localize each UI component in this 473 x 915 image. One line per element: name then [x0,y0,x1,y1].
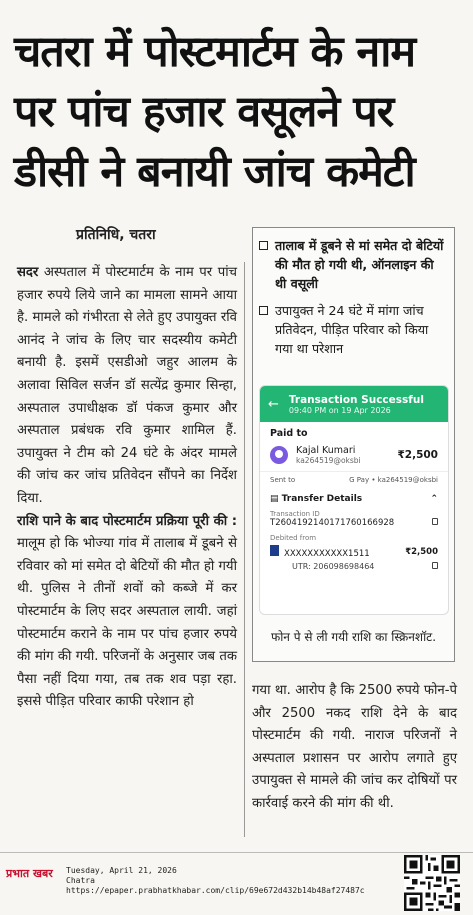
article-right-column [252,680,457,816]
transfer-details-label: Transfer Details [281,494,363,504]
square-bullet-icon [259,241,268,250]
paragraph-3-text: गया था. आरोप है कि 2500 रुपये फोन-पे और 2500 नकद राशि देने के बाद पोस्टमार्टम की गयी. नाराज परिजनों ने अस्पताल प्रशासन पर आरोप लगाते हुए उपायुक्त से मामले की जांच कर दोषियों पर कार्रवाई करने की मांग की थी. [252,683,457,811]
sent-to-row [260,471,448,488]
paid-to-label: Paid to [270,428,308,439]
transfer-details-header [270,494,438,504]
paragraph-2-text: मालूम हो कि भोज्या गांव में तालाब में डूबने से रविवार को मां समेत दो बेटियों की मौत हो गयी थी. पुलिस ने तीनों शवों को कब्जे में कर पोस्टमार्टम के लिए सदर अस्पताल लायी. जहां पोस्टमार्टम कराने के नाम पर पांच हजार रुपये की मांग की गयी. परिजनों के अनुसार जब तक पैसा नहीं दिया गया, तब तक शव पड़ा रहा. इससे पीड़ित परिवार काफी परेशान हो [17,536,237,710]
debited-amount: ₹2,500 [405,547,438,557]
footer-edition: Chatra [66,876,95,885]
footer-date: Tuesday, April 21, 2026 [66,866,177,875]
debited-from-label: Debited from [270,534,317,542]
payment-screenshot [259,385,449,615]
column-divider [244,262,245,837]
transaction-id: T2604192140171760166928 [270,518,395,528]
transaction-id-row [270,518,438,528]
back-arrow-icon: ← [268,396,279,412]
article-subhead: राशि पाने के बाद पोस्टमार्टम प्रक्रिया पूरी की : [17,513,237,529]
bank-icon [270,545,279,556]
transaction-status: Transaction Successful [288,393,424,406]
transaction-time: 09:40 PM on 19 Apr 2026 [288,405,391,415]
headline [14,22,464,202]
chevron-up-icon: ⌃ [430,494,438,504]
transfer-details [260,488,448,571]
bullet-2-text: उपायुक्त ने 24 घंटे में मांगा जांच प्रतिवेदन, पीड़ित परिवार को किया गया था परेशान [275,303,429,356]
sent-to-label: Sent to [270,476,296,484]
dateline: सदर [17,265,39,280]
transaction-header [260,386,448,422]
footer-meta [66,866,365,896]
newspaper-logo: प्रभात खबर [6,867,53,880]
highlight-bullet-2 [259,301,448,358]
article-paragraph-1 [17,262,237,511]
byline: प्रतिनिधि, चतरा [76,227,156,243]
copy-icon [432,518,438,525]
user-avatar-icon [270,446,288,464]
utr-number: UTR: 206098698464 [292,562,375,571]
transaction-id-label: Transaction ID [270,510,320,518]
square-bullet-icon [259,306,268,315]
copy-icon [432,562,438,569]
payee-upi: ka264519@oksbi [296,456,361,465]
headline-line-2: पर पांच हजार वसूलने पर [14,87,394,137]
qr-code-icon [404,855,460,911]
payee-row [260,439,448,471]
article-paragraph-2 [17,511,237,714]
receipt-icon: ▤ [270,494,282,504]
sent-to-value: G Pay • ka264519@oksbi [349,476,438,484]
debited-account-row [270,545,438,559]
payee-amount: ₹2,500 [397,449,438,461]
highlight-bullet-1 [259,236,448,293]
utr-row [292,562,438,571]
article-left-column [17,262,237,714]
footer-divider [0,852,473,853]
bullet-1-text: तालाब में डूबने से मां समेत दो बेटियों की मौत हो गयी थी, ऑनलाइन की थी वसूली [275,238,444,291]
footer-url[interactable]: https://epaper.prabhatkhabar.com/clip/69e672d432b14b48af27487c [66,886,365,895]
payee-name: Kajal Kumari [296,445,356,456]
account-masked: XXXXXXXXXXX1511 [284,549,370,559]
paragraph-1-text: अस्पताल में पोस्टमार्टम के नाम पर पांच हजार रुपये लिये जाने का मामला सामने आया है. मामले को गंभीरता से लेते हुए उपायुक्त रवि आनंद ने जांच के लिए चार सदस्यीय कमेटी बनायी है. इसमें एसडीओ जहुर आलम के अलावा सिविल सर्जन डॉ सत्येंद्र कुमार सिन्हा, अस्पताल उपाधीक्षक डॉ पंकज कुमार और अस्पताल प्रबंधक रवि कुमार शामिल हैं. उपायुक्त ने टीम को 24 घंटे के अंदर मामले की जांच कर जांच प्रतिवेदन सौंपने का निर्देश दिया. [17,265,237,506]
headline-line-1: चतरा में पोस्टमार्टम के नाम [14,27,416,77]
screenshot-caption: फोन पे से ली गयी राशि का स्क्रिनशॉट. [270,630,437,644]
headline-line-3: डीसी ने बनायी जांच कमेटी [14,147,415,197]
